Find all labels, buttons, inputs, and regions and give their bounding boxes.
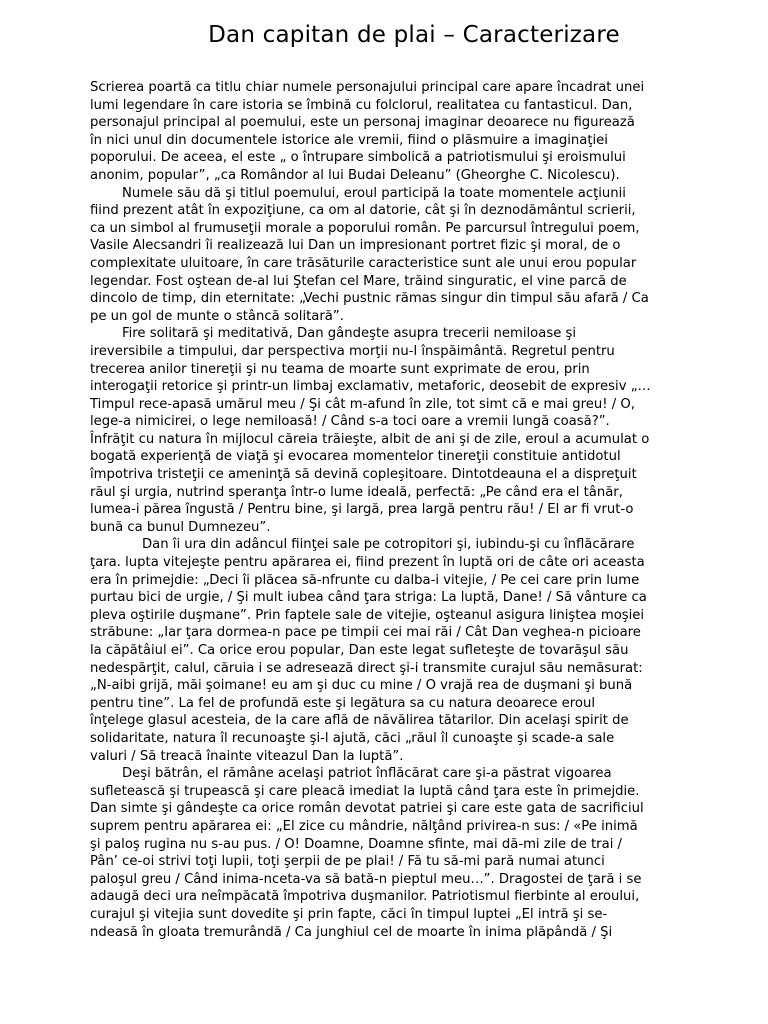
text-line: fiind prezent atât în expoziţiune, ca om al datorie, cât şi în deznodământul scrierii,	[90, 203, 636, 219]
text-line: valuri / Să treacă înainte viteazul Dan la luptă”.	[90, 748, 404, 764]
text-line: înţelege glasul acesteia, de la care află de năvălirea tătarilor. Din acelaşi spirit de	[90, 713, 629, 729]
text-line: anonim, popular”, „ca Romândor al lui Budai Deleanu” (Gheorghe C. Nicolescu).	[90, 167, 620, 183]
text-line: Vasile Alecsandri îi realizează lui Dan un impresionant portret fizic şi moral, de o	[90, 238, 621, 254]
text-line: bună ca bunul Dumnezeu”.	[90, 519, 271, 535]
text-line: împotriva tristeţii ce ameninţă să devină copleşitoare. Dintotdeauna el a dispreţuit	[90, 467, 637, 483]
text-line: personajul principal al poemului, este un personaj imaginar deoarece nu figurează	[90, 115, 635, 131]
text-line: Timpul rece-apasă umărul meu / Şi cât m-afund în zile, tot simt că e mai greu! / O,	[90, 396, 635, 412]
text-line: suprem pentru apărarea ei: „El zice cu mândrie, nălţând privirea-n sus: / «Pe inimă	[90, 818, 638, 834]
text-line: Scrierea poartă ca titlu chiar numele personajului principal care apare încadrat unei	[90, 80, 645, 95]
text-line: pleva oştirile duşmane”. Prin faptele sale de vitejie, oşteanul asigura liniştea moşiei	[90, 607, 645, 623]
text-line: ireversibile a timpului, dar perspectiva morţii nu-l înspăimântă. Regretul pentru	[90, 343, 615, 359]
text-line: în nici unul din documentele istorice ale vremii, fiind o plăsmuire a imaginaţiei	[90, 132, 608, 148]
text-line: sufletească şi trupească şi care pleacă imediat la luptă când ţara este în primejdie.	[90, 783, 640, 799]
text-line: Fire solitară şi meditativă, Dan gândeşte asupra trecerii nemiloase şi	[122, 326, 577, 342]
text-line: Dan îi ura din adâncul fiinţei sale pe cotropitori şi, iubindu-şi cu înflăcărare	[142, 537, 635, 553]
text-line: pe un gol de munte o stâncă solitară”.	[90, 308, 344, 324]
text-line: legendar. Fost oştean de-al lui Ştefan cel Mare, trăind singuratic, el vine parcă de	[90, 273, 627, 289]
text-line: „N-aibi grijă, măi şoimane! eu am şi duc cu mine / O vrajă rea de duşmani şi bună	[90, 678, 633, 694]
text-line: şi paloş rugina nu s-au pus. / O! Doamne, Doamne sfinte, mai dă-mi zile de trai /	[90, 836, 622, 852]
document-body	[90, 79, 690, 941]
text-line: Înfrăţit cu natura în mijlocul căreia trăieşte, albit de ani şi de zile, eroul a acumulat o	[90, 431, 650, 447]
page-title: Dan capitan de plai – Caracterizare	[208, 22, 620, 48]
text-line: paloşul greu / Când inima-nceta-va să bată-n pieptul meu…”. Dragostei de ţară i se	[90, 871, 642, 887]
text-line: dincolo de timp, din eternitate: „Vechi pustnic rămas singur din timpul său afară / Ca	[90, 291, 649, 307]
text-line: era în primejdie: „Deci îi plăcea să-nfrunte cu dalba-i vitejie, / Pe cei care prin lume	[90, 572, 640, 588]
text-line: lumi legendare în care istoria se îmbină cu folclorul, realitatea cu fantasticul. Dan,	[90, 97, 633, 113]
text-line: curajul şi vitejia sunt dovedite şi prin fapte, căci în timpul luptei „El intră şi se-	[90, 906, 608, 922]
text-line: purtau bici de urgie, / Şi mult iubea când ţara striga: La luptă, Dane! / Să vânture ca	[90, 590, 647, 606]
text-line: bogată experienţă de viaţă şi evocarea momentelor tinereţii constituie antidotul	[90, 449, 621, 465]
text-line: ţara. lupta vitejeşte pentru apărarea ei, fiind prezent în luptă ori de câte ori aceasta	[90, 555, 645, 571]
text-line: ndeasă în gloata tremurândă / Ca junghiul cel de moarte în inima plăpândă / Şi	[90, 924, 613, 940]
text-line: nedespărţit, calul, căruia i se adresează direct şi-i transmite curajul său nemăsurat:	[90, 660, 643, 676]
text-line: solidaritate, natura îl recunoaşte şi-l ajută, căci „răul îl cunoaşte şi scade-a sale	[90, 730, 615, 746]
text-line: complexitate uluitoare, în care trăsăturile caracteristice sunt ale unui erou popular	[90, 255, 637, 271]
text-line: străbune: „Iar ţara dormea-n pace pe timpii cei mai răi / Cât Dan veghea-n picioare	[90, 625, 641, 641]
text-line: trecerea anilor tinereţii şi nu teama de moarte sunt exprimate de erou, prin	[90, 361, 590, 377]
text-line: Pân’ ce-oi strivi toţi lupii, toţi şerpii de pe plai! / Fă tu să-mi pară numai atunci	[90, 854, 605, 870]
text-line: interogaţii retorice şi printr-un limbaj exclamativ, metaforic, deosebit de expresiv „…	[90, 379, 651, 395]
text-line: Deşi bătrân, el rămâne acelaşi patriot înflăcărat care şi-a păstrat vigoarea	[122, 766, 612, 782]
text-line: ca un simbol al frumuseţii morale a poporului român. Pe parcursul întregului poem,	[90, 220, 640, 236]
text-line: poporului. De aceea, el este „ o întrupare simbolică a patriotismului şi eroismului	[90, 150, 626, 166]
text-line: lumea-i părea îngustă / Pentru bine, şi largă, prea largă pentru rău! / El ar fi vrut-o	[90, 502, 634, 518]
text-line: Dan simte şi gândeşte ca orice român devotat patriei şi care este gata de sacrificiul	[90, 801, 644, 817]
text-line: Numele său dă şi titlul poemului, eroul participă la toate momentele acţiunii	[122, 185, 626, 201]
text-line: lege-a nimicirei, o lege nemiloasă! / Când s-a toci oare a vremii lungă coasă?”.	[90, 414, 610, 430]
text-line: adaugă deci ura neîmpăcată împotriva duşmanilor. Patriotismul fierbinte al eroului,	[90, 889, 640, 905]
text-line: răul şi urgia, nutrind speranţa într-o lume ideală, perfectă: „Pe când era el tânăr,	[90, 484, 623, 500]
text-line: pentru tine”. La fel de profundă este şi legătura sa cu natura deoarece eroul	[90, 695, 596, 711]
text-line: la căpătâiul ei”. Ca orice erou popular, Dan este legat sufleteşte de tovarăşul său	[90, 643, 629, 658]
